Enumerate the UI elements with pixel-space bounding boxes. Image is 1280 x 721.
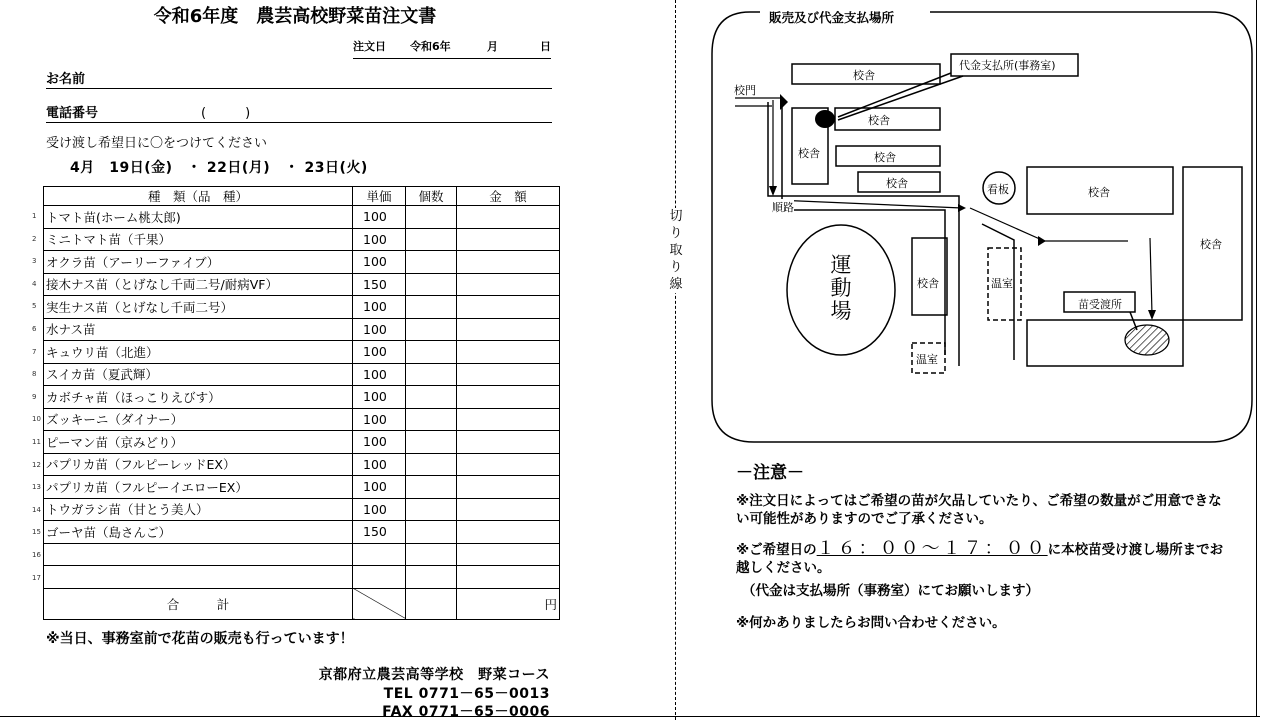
payment-office-marker xyxy=(815,110,835,128)
school-name: 京都府立農芸高等学校 野菜コース xyxy=(318,667,550,683)
table-row xyxy=(44,453,560,476)
item-qty-cell[interactable] xyxy=(406,318,457,341)
item-amount-cell[interactable] xyxy=(457,251,560,274)
item-amount-cell[interactable] xyxy=(457,566,560,589)
building-label: 校舎 xyxy=(868,114,890,127)
header-price: 単価 xyxy=(353,187,406,206)
note-payment: （代金は支払場所（事務室）にてお願いします） xyxy=(742,583,1039,599)
greenhouse-label: 温室 xyxy=(991,277,1013,290)
item-price: 100 xyxy=(353,476,406,499)
item-name: パプリカ苗（フルピーイエローEX） xyxy=(44,476,353,499)
delivery-dates[interactable]: 4月 19日(金) ・ 22日(月) ・ 23日(火) xyxy=(70,160,368,176)
notes-title: －注意－ xyxy=(736,463,804,483)
phone-paren: ( ) xyxy=(201,106,251,121)
school-tel: TEL 0771－65－0013 xyxy=(383,686,550,702)
item-name: オクラ苗（アーリーファイブ） xyxy=(44,251,353,274)
item-amount-cell[interactable] xyxy=(457,431,560,454)
building-label: 校舎 xyxy=(798,147,820,160)
item-amount-cell[interactable] xyxy=(457,453,560,476)
note-time-pre: ※ご希望日の xyxy=(736,542,817,558)
row-number: 14 xyxy=(32,505,41,514)
table-row xyxy=(44,251,560,274)
item-name: ゴーヤ苗（島さんご） xyxy=(44,521,353,544)
item-price: 100 xyxy=(353,498,406,521)
row-number: 17 xyxy=(32,573,41,582)
table-header-row xyxy=(44,187,560,206)
row-number: 13 xyxy=(32,483,41,492)
item-price: 100 xyxy=(353,228,406,251)
table-row xyxy=(44,431,560,454)
row-number: 9 xyxy=(32,392,37,401)
order-date-day: 日 xyxy=(540,40,551,53)
greenhouse-label: 温室 xyxy=(916,353,938,366)
table-row xyxy=(44,318,560,341)
yen-label: 円 xyxy=(544,596,557,612)
row-number: 10 xyxy=(32,415,41,424)
note-time-post: に本校苗受け渡し場所までお越しください。 xyxy=(736,542,1224,576)
item-price xyxy=(353,543,406,566)
item-name xyxy=(44,543,353,566)
payment-office-label: 代金支払所(事務室) xyxy=(959,59,1056,72)
item-price: 150 xyxy=(353,273,406,296)
table-row xyxy=(44,386,560,409)
item-price: 100 xyxy=(353,453,406,476)
note-stock: ※注文日によってはご希望の苗が欠品していたり、ご希望の数量がご用意できない可能性がありますのでご了承ください。 xyxy=(736,493,1222,527)
total-amount-cell[interactable] xyxy=(457,588,560,619)
table-row xyxy=(44,566,560,589)
building-label: 校舎 xyxy=(874,151,896,164)
total-qty-cell[interactable] xyxy=(406,588,457,619)
row-number: 4 xyxy=(32,279,37,288)
note-time xyxy=(736,540,1231,577)
item-amount-cell[interactable] xyxy=(457,296,560,319)
order-table xyxy=(43,186,560,620)
item-price: 100 xyxy=(353,363,406,386)
item-qty-cell[interactable] xyxy=(406,566,457,589)
row-number: 16 xyxy=(32,551,41,559)
table-row xyxy=(44,206,560,229)
item-amount-cell[interactable] xyxy=(457,273,560,296)
item-qty-cell[interactable] xyxy=(406,363,457,386)
item-amount-cell[interactable] xyxy=(457,498,560,521)
table-row xyxy=(44,363,560,386)
row-number: 8 xyxy=(32,370,37,379)
table-row xyxy=(44,521,560,544)
item-qty-cell[interactable] xyxy=(406,228,457,251)
building-label: 校舎 xyxy=(1088,186,1110,199)
building-label: 校舎 xyxy=(1200,238,1222,251)
delivery-hint: 受け渡し希望日に〇をつけてください xyxy=(46,136,268,151)
item-qty-cell[interactable] xyxy=(406,273,457,296)
phone-label: 電話番号 xyxy=(46,106,99,121)
total-row xyxy=(44,588,560,619)
item-name: ピーマン苗（京みどり） xyxy=(44,431,353,454)
row-number: 11 xyxy=(32,438,41,446)
item-name: 実生ナス苗（とげなし千両二号） xyxy=(44,296,353,319)
item-name: スイカ苗（夏武輝） xyxy=(44,363,353,386)
table-row xyxy=(44,228,560,251)
item-qty-cell[interactable] xyxy=(406,251,457,274)
item-qty-cell[interactable] xyxy=(406,408,457,431)
order-date-month: 月 xyxy=(487,40,498,53)
row-number: 15 xyxy=(32,528,41,537)
item-name: カボチャ苗（ほっこりえびす） xyxy=(44,386,353,409)
item-qty-cell[interactable] xyxy=(406,206,457,229)
item-name: ズッキーニ（ダイナー） xyxy=(44,408,353,431)
item-amount-cell[interactable] xyxy=(457,318,560,341)
building-label: 校舎 xyxy=(886,177,908,190)
cut-line-label: 切り取り線 xyxy=(667,208,685,293)
item-qty-cell[interactable] xyxy=(406,431,457,454)
item-qty-cell[interactable] xyxy=(406,476,457,499)
item-amount-cell[interactable] xyxy=(457,228,560,251)
name-field[interactable] xyxy=(46,68,552,89)
item-amount-cell[interactable] xyxy=(457,543,560,566)
note-time-range: １６：００～１７：００ xyxy=(816,538,1048,559)
item-name: ミニトマト苗（千果） xyxy=(44,228,353,251)
item-amount-cell[interactable] xyxy=(457,363,560,386)
item-price: 100 xyxy=(353,206,406,229)
order-rows xyxy=(44,206,560,589)
header-qty: 個数 xyxy=(406,187,457,206)
item-price: 100 xyxy=(353,341,406,364)
pickup-label: 苗受渡所 xyxy=(1078,298,1122,311)
order-date-era: 令和6年 xyxy=(410,40,451,53)
item-price: 100 xyxy=(353,318,406,341)
item-name: 接木ナス苗（とげなし千両二号/耐病VF） xyxy=(44,273,353,296)
cut-line xyxy=(675,0,676,720)
item-name: 水ナス苗 xyxy=(44,318,353,341)
item-name: トマト苗(ホーム桃太郎) xyxy=(44,206,353,229)
item-qty-cell[interactable] xyxy=(406,341,457,364)
table-row xyxy=(44,408,560,431)
phone-field[interactable] xyxy=(46,102,552,123)
item-name: キュウリ苗（北進） xyxy=(44,341,353,364)
signboard-label: 看板 xyxy=(987,183,1009,196)
table-row xyxy=(44,341,560,364)
header-item: 種 類（品 種） xyxy=(44,187,353,206)
item-amount-cell[interactable] xyxy=(457,386,560,409)
school-fax: FAX 0771－65－0006 xyxy=(382,704,550,720)
item-qty-cell[interactable] xyxy=(406,521,457,544)
map-title: 販売及び代金支払場所 xyxy=(766,8,897,26)
item-qty-cell[interactable] xyxy=(406,386,457,409)
page-bottom-border xyxy=(0,716,1260,717)
total-diagonal xyxy=(353,588,406,619)
item-price: 100 xyxy=(353,251,406,274)
table-row xyxy=(44,296,560,319)
item-price: 100 xyxy=(353,296,406,319)
road-label: 順路 xyxy=(772,201,794,214)
row-number: 2 xyxy=(32,234,37,243)
table-row xyxy=(44,476,560,499)
form-title: 令和6年度 農芸高校野菜苗注文書 xyxy=(153,6,437,27)
item-price: 150 xyxy=(353,521,406,544)
table-row xyxy=(44,498,560,521)
school-gate-label: 校門 xyxy=(734,84,756,97)
item-qty-cell[interactable] xyxy=(406,543,457,566)
item-price xyxy=(353,566,406,589)
building-label: 校舎 xyxy=(853,69,875,82)
order-date-line[interactable] xyxy=(353,38,551,59)
item-amount-cell[interactable] xyxy=(457,521,560,544)
item-name: トウガラシ苗（甘とう美人） xyxy=(44,498,353,521)
name-label: お名前 xyxy=(46,72,86,87)
item-amount-cell[interactable] xyxy=(457,408,560,431)
item-qty-cell[interactable] xyxy=(406,453,457,476)
note-contact: ※何かありましたらお問い合わせください。 xyxy=(736,615,1006,631)
row-number: 5 xyxy=(32,302,37,311)
building-label: 校舎 xyxy=(917,277,939,290)
item-qty-cell[interactable] xyxy=(406,296,457,319)
item-amount-cell[interactable] xyxy=(457,341,560,364)
item-price: 100 xyxy=(353,386,406,409)
row-number: 1 xyxy=(32,212,37,220)
item-price: 100 xyxy=(353,431,406,454)
header-amount: 金 額 xyxy=(457,187,560,206)
item-amount-cell[interactable] xyxy=(457,476,560,499)
item-amount-cell[interactable] xyxy=(457,206,560,229)
flower-sale-note: ※当日、事務室前で花苗の販売も行っています！ xyxy=(46,631,354,647)
table-row xyxy=(44,543,560,566)
row-number: 7 xyxy=(32,347,37,356)
row-number: 12 xyxy=(32,460,41,469)
order-date-label: 注文日 xyxy=(353,40,386,53)
pickup-area xyxy=(1125,325,1169,355)
row-number: 6 xyxy=(32,325,37,333)
item-qty-cell[interactable] xyxy=(406,498,457,521)
item-price: 100 xyxy=(353,408,406,431)
sports-ground-label: 運動場 xyxy=(830,253,852,323)
item-name xyxy=(44,566,353,589)
item-name: パプリカ苗（フルピーレッドEX） xyxy=(44,453,353,476)
table-row xyxy=(44,273,560,296)
total-label: 合 計 xyxy=(44,588,353,619)
row-number: 3 xyxy=(32,257,37,266)
